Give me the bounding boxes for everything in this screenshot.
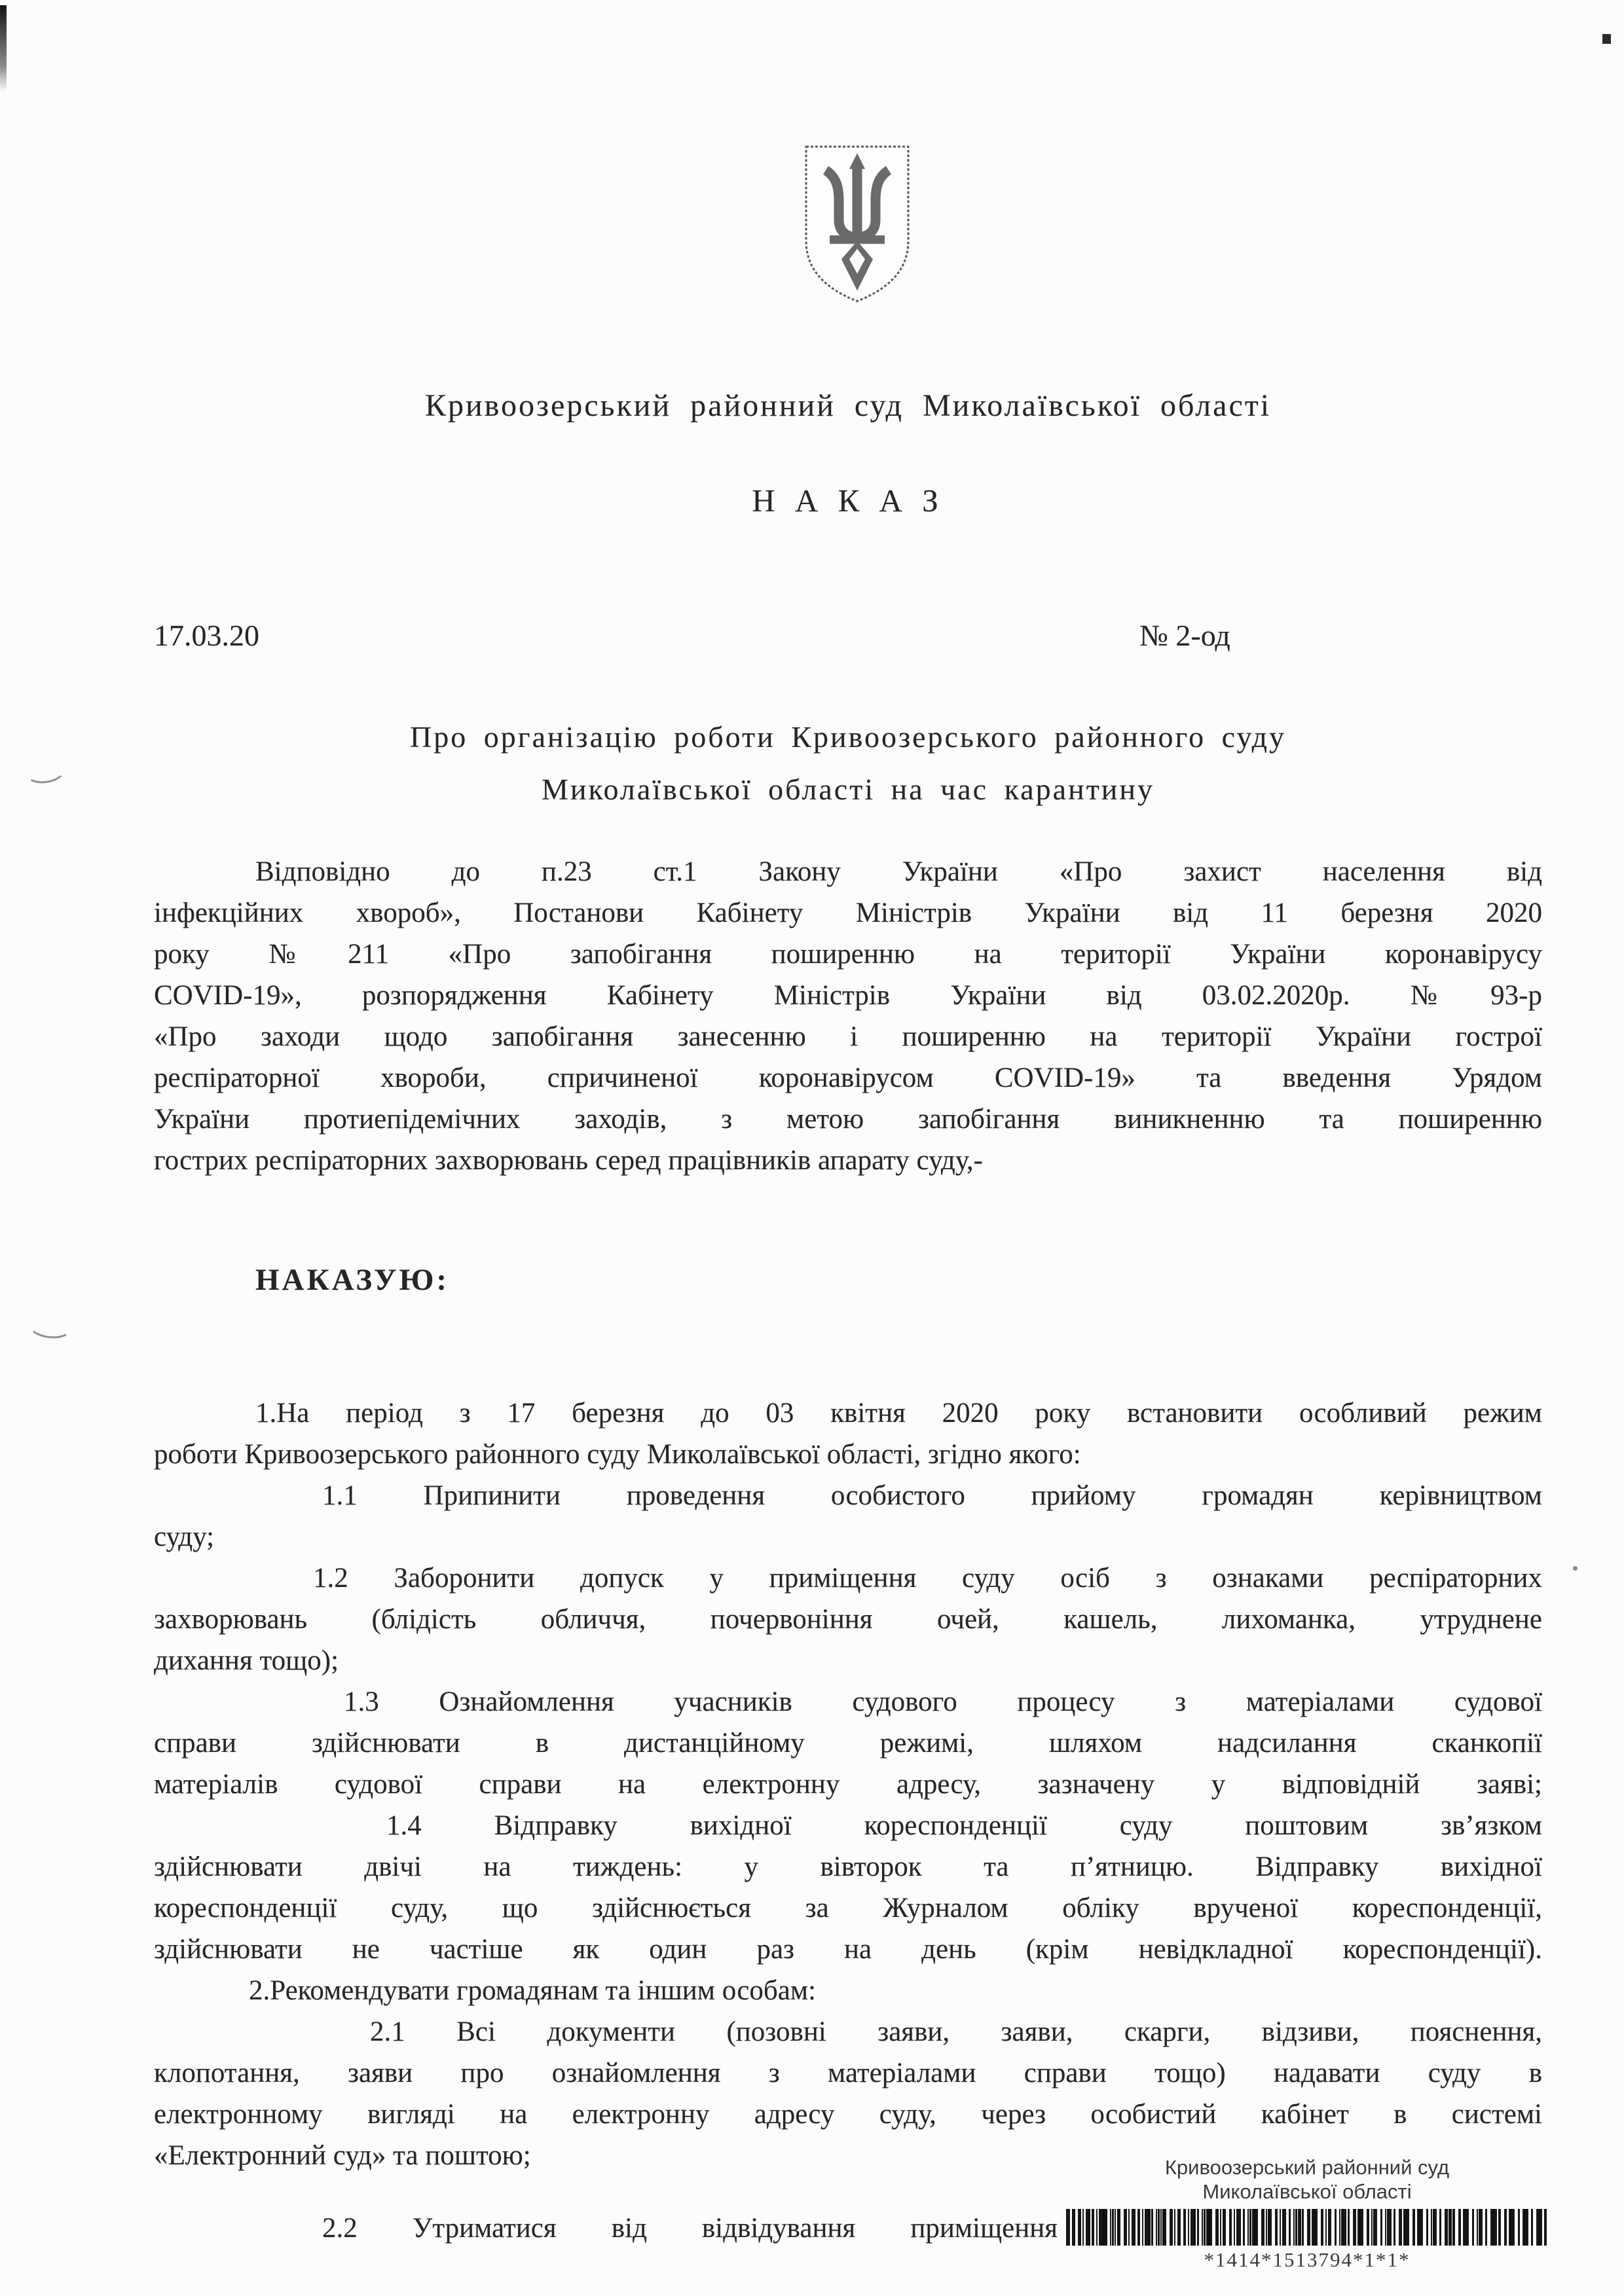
text-line: 1.1 Припинити проведення особистого прийому громадян керівництвом (322, 1480, 1542, 1511)
text-line: кореспонденції суду, що здійснюється за Журналом обліку врученої кореспонденції, (154, 1893, 1542, 1923)
stamp-court-name-line: Кривоозерський районний суд (1164, 2156, 1450, 2179)
court-name: Кривоозерський районний суд Миколаївської області (424, 388, 1272, 423)
text-line: 2.2 Утриматися від відвідування приміщення (322, 2213, 1058, 2244)
paragraph-item-1-2 (154, 1558, 1542, 1681)
text-line: 1.На період з 17 березня до 03 квітня 2020 року встановити особливий режим (255, 1398, 1542, 1429)
subject-line: Про організацію роботи Кривоозерського районного суду (410, 720, 1286, 754)
scan-artifact-arc (28, 1313, 73, 1341)
paragraph-item-1 (154, 1393, 1542, 1475)
subject-line: Миколаївської області на час карантину (541, 773, 1155, 806)
order-date: 17.03.20 (154, 619, 259, 652)
paragraph-item-1-1 (154, 1475, 1542, 1558)
text-line: захворювань (блідість обличчя, почервоніння очей, кашель, лихоманка, утруднене (154, 1604, 1542, 1635)
text-line: дихання тощо); (154, 1645, 339, 1676)
scan-artifact-arc (24, 757, 67, 786)
text-line: суду; (154, 1522, 215, 1552)
scan-artifact-mark (1602, 34, 1611, 44)
text-line: Відповідно до п.23 ст.1 Закону України «Про захист населення від (255, 856, 1542, 887)
text-line: 1.4 Відправку вихідної кореспонденції суду поштовим зв’язком (386, 1810, 1542, 1841)
paragraph-item-1-3 (154, 1681, 1542, 1805)
text-line: 1.3 Ознайомлення учасників судового процесу з матеріалами судової (344, 1686, 1542, 1717)
paragraph-preamble (154, 851, 1542, 1181)
paragraph-item-2-2 (154, 2208, 1058, 2249)
text-line: здійснювати двічі на тиждень: у вівторок та п’ятницю. Відправку вихідної (154, 1851, 1542, 1882)
text-line: «Електронний суд» та поштою; (154, 2140, 531, 2171)
text-line: «Про заходи щодо запобігання занесенню і поширенню на території України гострої (154, 1021, 1542, 1052)
document-body (154, 851, 1542, 2249)
ukraine-trident-emblem (801, 143, 913, 306)
text-line: НАКАЗУЮ: (255, 1263, 450, 1297)
text-line: електронному вигляді на електронну адресу суду, через особистий кабінет в системі (154, 2099, 1542, 2130)
date-number-row (154, 618, 1542, 660)
text-line: України протиепідемічних заходів, з метою запобігання виникненню та поширенню (154, 1104, 1542, 1135)
paragraph-order-verb (154, 1260, 1542, 1301)
text-line: 2.1 Всі документи (позовні заяви, заяви, скарги, відзиви, пояснення, (370, 2016, 1542, 2047)
paragraph-item-1-4 (154, 1805, 1542, 1970)
text-line: респіраторної хвороби, спричиненої коронавірусом COVID-19» та введення Урядом (154, 1063, 1542, 1093)
trident-emblem-icon (801, 143, 913, 306)
paragraph-item-2 (154, 1970, 1542, 2011)
barcode (1066, 2209, 1548, 2246)
text-line: 1.2 Заборонити допуск у приміщення суду осіб з ознаками респіраторних (313, 1563, 1542, 1594)
text-line: року №211 «Про запобігання поширенню на території України коронавірусу (154, 939, 1542, 970)
text-line: COVID-19», розпорядження Кабінету Міністрів України від 03.02.2020р. №93-р (154, 980, 1542, 1011)
order-subject (154, 711, 1542, 816)
order-number: № 2-од (1139, 619, 1230, 652)
scan-artifact-dot (1573, 1566, 1578, 1571)
text-line: матеріалів судової справи на електронну адресу, зазначену у відповідній заяві; (154, 1769, 1542, 1800)
text-line: здійснювати не частіше як один раз на день (крім невідкладної кореспонденції). (154, 1934, 1542, 1965)
text-line: інфекційних хвороб», Постанови Кабінету Міністрів України від 11 березня 2020 (154, 898, 1542, 928)
stamp-court-name-line: Миколаївської області (1202, 2180, 1412, 2203)
text-line: справи здійснювати в дистанційному режимі, шляхом надсилання сканкопії (154, 1728, 1542, 1758)
document-type-title: Н А К А З (752, 483, 944, 519)
text-line: 2.Рекомендувати громадянам та іншим особам: (249, 1975, 817, 2006)
barcode-value: *1414*1513794*1*1* (1204, 2248, 1411, 2271)
text-line: клопотання, заяви про ознайомлення з матеріалами справи тощо) надавати суду в (154, 2058, 1542, 2088)
scan-artifact-smudge (0, 5, 7, 92)
registration-stamp (1066, 2155, 1548, 2272)
paragraph-item-2-1 (154, 2011, 1542, 2176)
text-line: гострих респіраторних захворювань серед працівників апарату суду,- (154, 1145, 984, 1176)
text-line: роботи Кривоозерського районного суду Миколаївської області, згідно якого: (154, 1439, 1081, 1470)
